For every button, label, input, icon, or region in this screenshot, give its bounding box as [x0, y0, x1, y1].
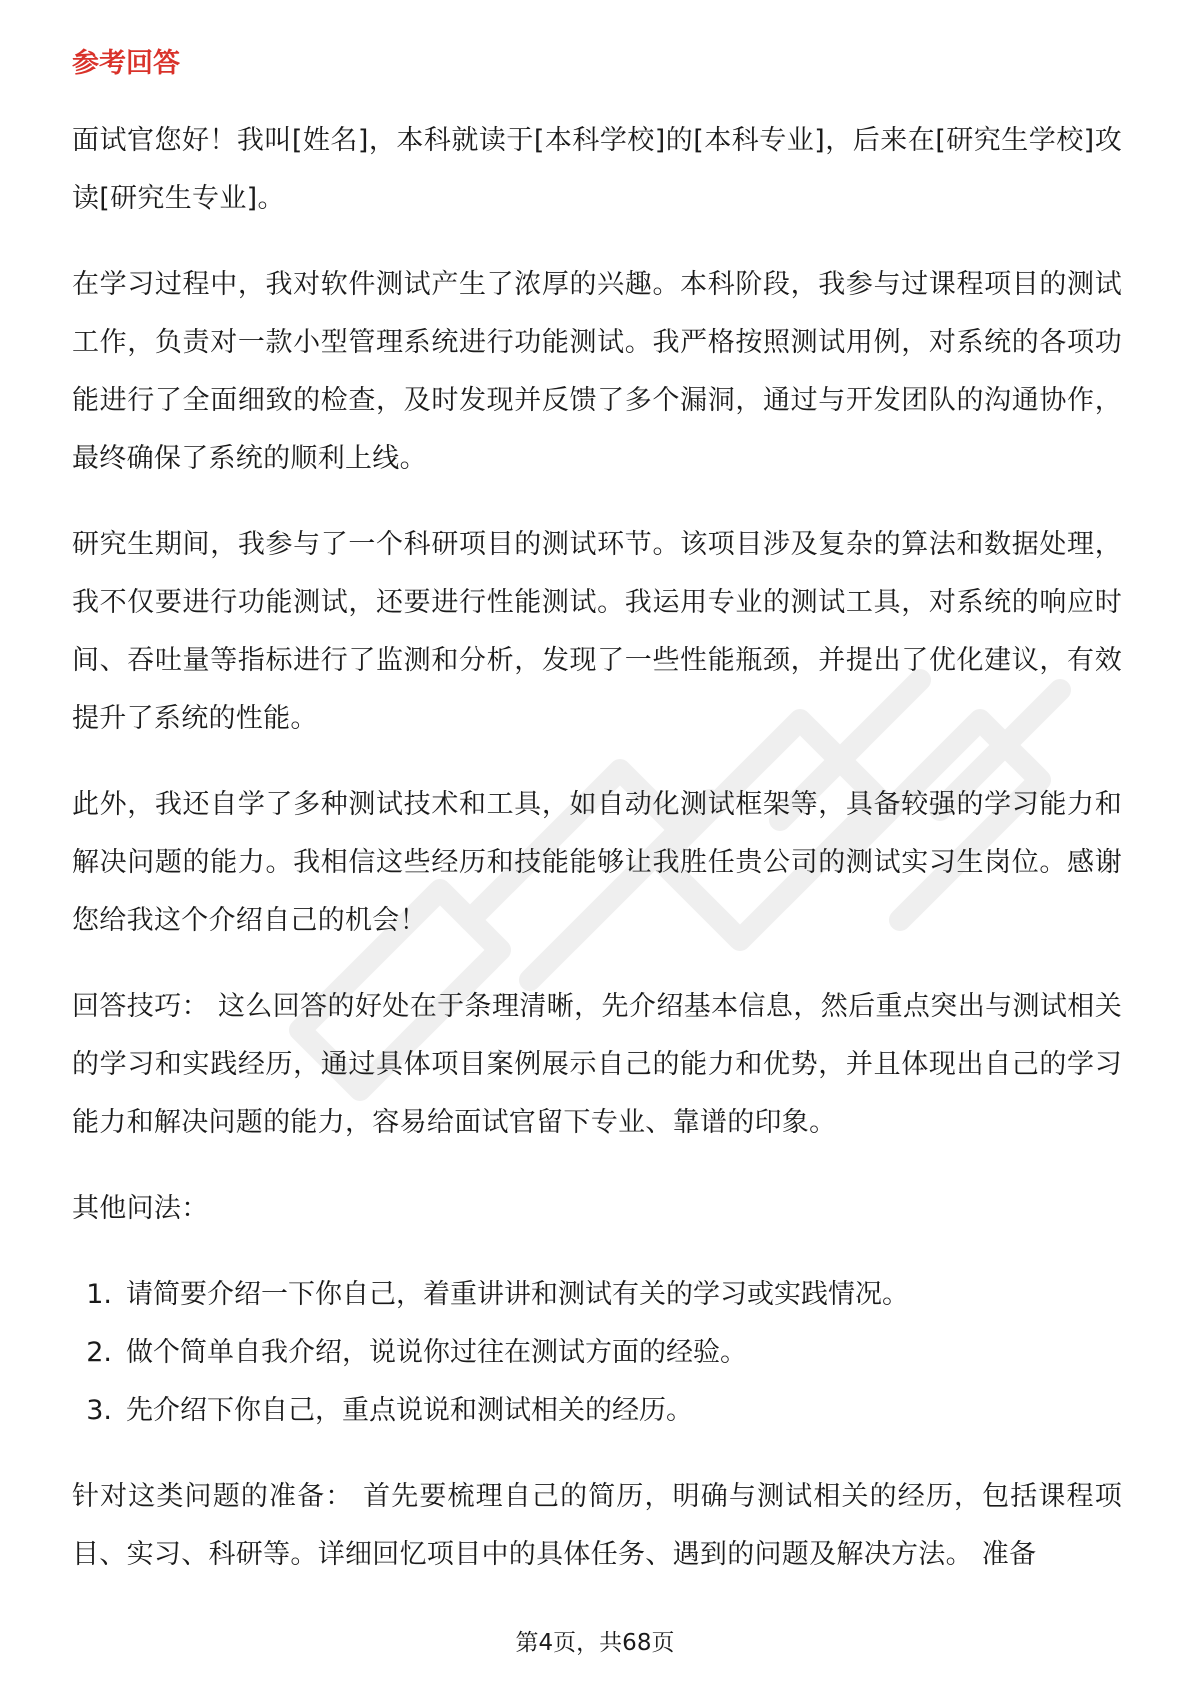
list-item	[72, 1382, 1122, 1440]
list-item	[72, 1266, 1122, 1324]
paragraph-intro: 面试官您好！我叫[姓名]，本科就读于[本科学校]的[本科专业]，后来在[研究生学校]攻读[研究生专业]。	[72, 125, 1122, 214]
list-item-text: 先介绍下你自己，重点说说和测试相关的经历。	[126, 1395, 693, 1426]
page-footer: 第4页，共68页	[515, 1630, 675, 1656]
paragraph-undergrad: 在学习过程中，我对软件测试产生了浓厚的兴趣。本科阶段，我参与过课程项目的测试工作，负责对一款小型管理系统进行功能测试。我严格按照测试用例，对系统的各项功能进行了全面细致的检查，及时发现并反馈了多个漏洞，通过与开发团队的沟通协作，最终确保了系统的顺利上线。	[72, 269, 1122, 474]
section-heading: 参考回答	[72, 48, 180, 79]
paragraph-skills: 此外，我还自学了多种测试技术和工具，如自动化测试框架等，具备较强的学习能力和解决问题的能力。我相信这些经历和技能能够让我胜任贵公司的测试实习生岗位。感谢您给我这个介绍自己的机会！	[72, 789, 1122, 936]
list-item-number: 1.	[86, 1279, 112, 1310]
list-item-number: 3.	[86, 1395, 112, 1426]
list-item	[72, 1324, 1122, 1382]
other-questions-label: 其他问法：	[72, 1193, 209, 1224]
paragraph-preparation: 针对这类问题的准备： 首先要梳理自己的简历，明确与测试相关的经历，包括课程项目、实习、科研等。详细回忆项目中的具体任务、遇到的问题及解决方法。 准备	[72, 1481, 1122, 1570]
document-page	[72, 44, 1122, 1612]
paragraph-graduate: 研究生期间，我参与了一个科研项目的测试环节。该项目涉及复杂的算法和数据处理，我不仅要进行功能测试，还要进行性能测试。我运用专业的测试工具，对系统的响应时间、吞吐量等指标进行了监测和分析，发现了一些性能瓶颈，并提出了优化建议，有效提升了系统的性能。	[72, 529, 1122, 734]
list-item-text: 请简要介绍一下你自己，着重讲讲和测试有关的学习或实践情况。	[126, 1279, 909, 1310]
paragraph-tips: 回答技巧： 这么回答的好处在于条理清晰，先介绍基本信息，然后重点突出与测试相关的学习和实践经历，通过具体项目案例展示自己的能力和优势，并且体现出自己的学习能力和解决问题的能力，容易给面试官留下专业、靠谱的印象。	[72, 991, 1122, 1138]
question-list	[72, 1266, 1122, 1440]
list-item-number: 2.	[86, 1337, 112, 1368]
list-item-text: 做个简单自我介绍，说说你过往在测试方面的经验。	[126, 1337, 747, 1368]
